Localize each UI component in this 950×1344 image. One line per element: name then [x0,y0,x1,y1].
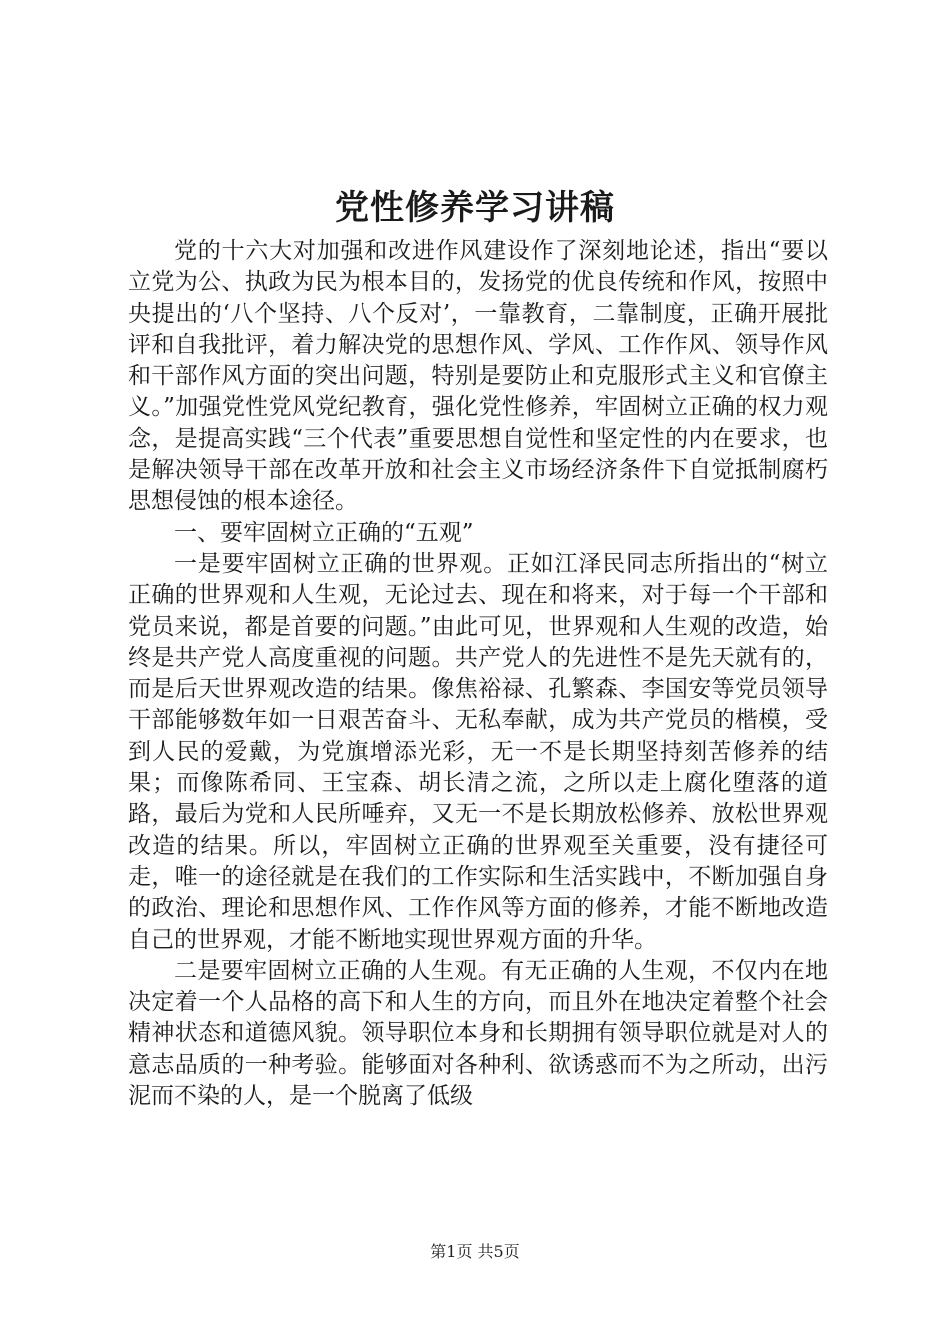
section-heading: 一、要牢固树立正确的“五观” [174,519,474,546]
paragraph-intro: 党的十六大对加强和改进作风建设作了深刻地论述，指出“要以立党为公、执政为民为根本目的，发扬党的优良传统和作风，按照中央提出的‘八个坚持、八个反对’，一靠教育，二靠制度，正确开展批评和自我批评，着力解决党的思想作风、学风、工作作风、领导作风和干部作风方面的突出问题，特别是要防止和克服形式主义和官僚主义。”加强党性党风党纪教育，强化党性修养，牢固树立正确的权力观念，是提高实践“三个代表”重要思想自觉性和坚定性的内在要求，也是解决领导干部在改革开放和社会主义市场经济条件下自觉抵制腐朽思想侵蚀的根本途径。 [128,238,828,515]
page-number-footer: 第1页 共5页 [430,1242,520,1261]
page-title: 党性修养学习讲稿 [335,188,615,228]
document-body [128,236,828,1112]
paragraph-outlook-on-life: 二是要牢固树立正确的人生观。有无正确的人生观，不仅内在地决定着一个人品格的高下和人生的方向，而且外在地决定着整个社会精神状态和道德风貌。领导职位本身和长期拥有领导职位就是对人的意志品质的一种考验。能够面对各种利、欲诱惑而不为之所动，出污泥而不染的人，是一个脱离了低级 [128,957,828,1110]
paragraph-worldview: 一是要牢固树立正确的世界观。正如江泽民同志所指出的“树立正确的世界观和人生观，无论过去、现在和将来，对于每一个干部和党员来说，都是首要的问题。”由此可见，世界观和人生观的改造，始终是共产党人高度重视的问题。共产党人的先进性不是先天就有的，而是后天世界观改造的结果。像焦裕禄、孔繁森、李国安等党员领导干部能够数年如一日艰苦奋斗、无私奉献，成为共产党员的楷模，受到人民的爱戴，为党旗增添光彩，无一不是长期坚持刻苦修养的结果；而像陈希同、王宝森、胡长清之流，之所以走上腐化堕落的道路，最后为党和人民所唾弃，又无一不是长期放松修养、放松世界观改造的结果。所以，牢固树立正确的世界观至关重要，没有捷径可走，唯一的途径就是在我们的工作实际和生活实践中，不断加强自身的政治、理论和思想作风、工作作风等方面的修养，才能不断地改造自己的世界观，才能不断地实现世界观方面的升华。 [128,550,828,953]
